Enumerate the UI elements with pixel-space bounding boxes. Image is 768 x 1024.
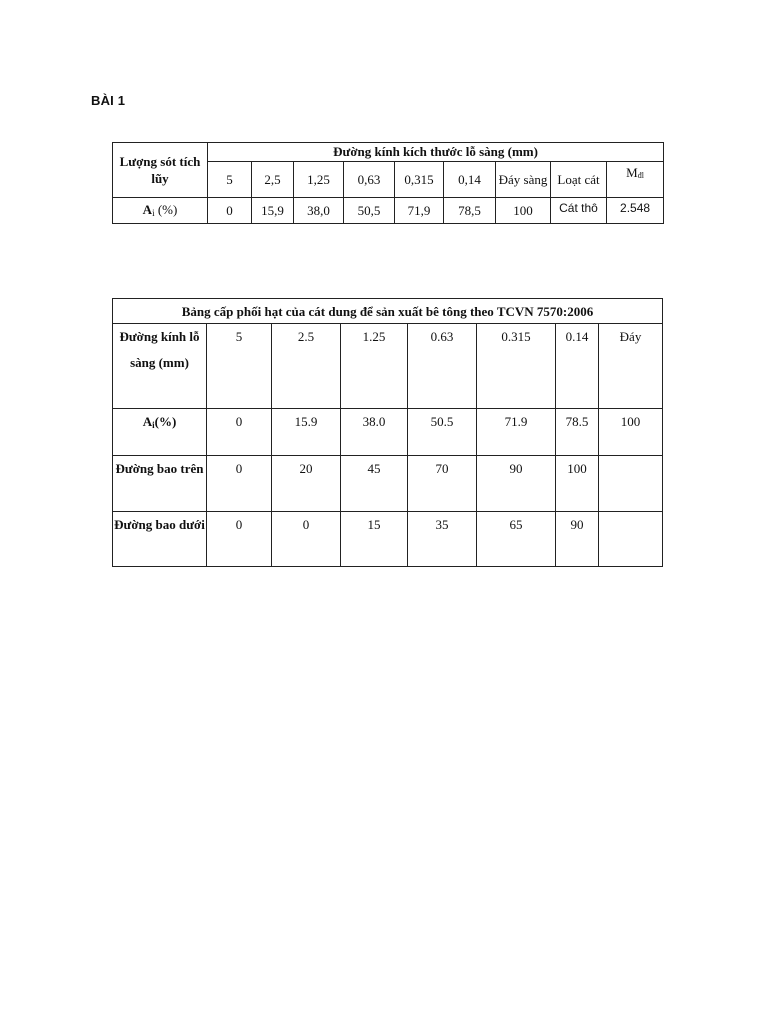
diameter-value-cell: 0.315: [477, 324, 556, 409]
upper-envelope-cell: 20: [272, 456, 341, 512]
sieve-size-cell: 0,315: [395, 162, 444, 198]
diameter-value-cell: 5: [207, 324, 272, 409]
sand-type-value: Cát thô: [551, 198, 607, 224]
ai-row-header: [113, 198, 208, 224]
upper-envelope-cell: 90: [477, 456, 556, 512]
upper-envelope-row-header: Đường bao trên: [113, 456, 207, 512]
ai-subscript: i: [152, 420, 155, 430]
ai-subscript: i: [152, 208, 155, 218]
fineness-modulus-subscript: đl: [637, 171, 644, 180]
diameter-row-header: Đường kính lỗ sàng (mm): [113, 324, 207, 409]
ai-value-cell: 71.9: [477, 409, 556, 456]
grading-table-title: Bảng cấp phối hạt của cát dung để sản xuất bê tông theo TCVN 7570:2006: [113, 299, 663, 324]
upper-envelope-cell: [599, 456, 663, 512]
sieve-size-cell: 0,63: [344, 162, 395, 198]
fineness-modulus-header: [607, 162, 664, 198]
ai-label: A: [142, 414, 153, 429]
ai-label: A: [142, 202, 153, 217]
diameter-value-cell: 0.63: [408, 324, 477, 409]
sieve-size-cell: 5: [208, 162, 252, 198]
upper-envelope-cell: 100: [556, 456, 599, 512]
ai-value-cell: 0: [208, 198, 252, 224]
ai-value-cell: 71,9: [395, 198, 444, 224]
sieve-residue-table: [112, 142, 664, 224]
lower-envelope-row-header: Đường bao dưới: [113, 512, 207, 567]
sieve-size-cell: 1,25: [294, 162, 344, 198]
section-heading: BÀI 1: [91, 93, 126, 108]
row-header-cumulative-residue: Lượng sót tích lũy: [113, 143, 208, 198]
ai-row-header: [113, 409, 207, 456]
ai-value-cell: 100: [496, 198, 551, 224]
ai-value-cell: 78.5: [556, 409, 599, 456]
lower-envelope-cell: 15: [341, 512, 408, 567]
fineness-modulus-label: M: [626, 165, 638, 180]
ai-value-cell: 15,9: [252, 198, 294, 224]
upper-envelope-cell: 45: [341, 456, 408, 512]
ai-value-cell: 100: [599, 409, 663, 456]
ai-value-cell: 0: [207, 409, 272, 456]
ai-value-cell: 38.0: [341, 409, 408, 456]
ai-value-cell: 50.5: [408, 409, 477, 456]
ai-value-cell: 50,5: [344, 198, 395, 224]
lower-envelope-cell: 0: [207, 512, 272, 567]
lower-envelope-cell: 65: [477, 512, 556, 567]
fineness-modulus-value: 2.548: [607, 198, 664, 224]
sieve-size-cell: Đáy sàng: [496, 162, 551, 198]
upper-envelope-cell: 0: [207, 456, 272, 512]
diameter-value-cell: 0.14: [556, 324, 599, 409]
sand-type-header: Loạt cát: [551, 162, 607, 198]
upper-envelope-cell: 70: [408, 456, 477, 512]
ai-value-cell: 15.9: [272, 409, 341, 456]
ai-unit: (%): [154, 414, 177, 429]
ai-value-cell: 38,0: [294, 198, 344, 224]
sieve-diameter-title: Đường kính kích thước lỗ sàng (mm): [208, 143, 664, 162]
diameter-value-cell: 1.25: [341, 324, 408, 409]
lower-envelope-cell: 0: [272, 512, 341, 567]
sieve-size-cell: 0,14: [444, 162, 496, 198]
diameter-value-cell: 2.5: [272, 324, 341, 409]
ai-unit: (%): [154, 202, 178, 217]
lower-envelope-cell: [599, 512, 663, 567]
lower-envelope-cell: 90: [556, 512, 599, 567]
diameter-value-cell: Đáy: [599, 324, 663, 409]
ai-value-cell: 78,5: [444, 198, 496, 224]
sieve-size-cell: 2,5: [252, 162, 294, 198]
grading-envelope-table: [112, 298, 663, 567]
lower-envelope-cell: 35: [408, 512, 477, 567]
